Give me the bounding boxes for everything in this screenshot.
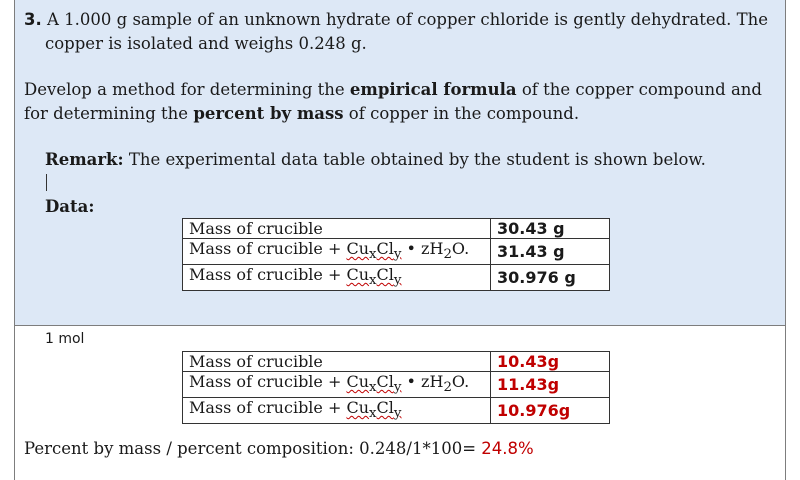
empirical-formula-bold: empirical formula — [349, 80, 517, 99]
row-value: 31.43 g — [491, 239, 610, 265]
question-text-1: A 1.000 g sample of an unknown hydrate of copper chloride is gently dehydrated. The — [47, 10, 769, 29]
table-row — [183, 239, 610, 265]
row-label: Mass of crucible + $Cu_xCl_y$ — [183, 398, 491, 424]
row-label: Mass of crucible + $Cu_xCl_y$ • $zH_2O$. — [183, 239, 491, 265]
table-row — [183, 265, 610, 291]
data-table-1 — [182, 218, 610, 291]
formula-cuxcly: $Cu_xCl_y$ — [346, 239, 402, 263]
percent-value: 24.8% — [481, 439, 534, 458]
row-label: Mass of crucible — [183, 219, 491, 239]
table-row — [183, 398, 610, 424]
develop-line — [24, 80, 762, 100]
for-text-a: for determining the — [24, 104, 194, 123]
row-label: Mass of crucible + $Cu_xCl_y$ • $zH_2O$. — [183, 372, 491, 398]
for-text-c: of copper in the compound. — [343, 104, 580, 123]
table-row — [183, 352, 610, 372]
remark-label: Remark: — [45, 150, 124, 169]
row-value: 11.43g — [491, 372, 610, 398]
row-value: 10.976g — [491, 398, 610, 424]
question-line-2: copper is isolated and weighs 0.248 g. — [45, 34, 367, 53]
question-line-1 — [24, 10, 768, 30]
for-line — [24, 104, 579, 124]
develop-text-c: of the copper compound and — [516, 80, 762, 99]
percent-line — [24, 439, 534, 459]
text-cursor — [46, 174, 47, 191]
develop-text-a: Develop a method for determining the — [24, 80, 350, 99]
percent-text: Percent by mass / percent composition: 0.248/1*100= — [24, 439, 482, 458]
row-label: Mass of crucible + $Cu_xCl_y$ — [183, 265, 491, 291]
data-label: Data: — [45, 197, 95, 216]
remark-line — [45, 150, 706, 170]
row-label: Mass of crucible — [183, 352, 491, 372]
formula-cuxcly: $Cu_xCl_y$ — [346, 398, 402, 422]
row-value: 10.43g — [491, 352, 610, 372]
formula-cuxcly: $Cu_xCl_y$ — [346, 372, 402, 396]
row-value: 30.43 g — [491, 219, 610, 239]
remark-text: The experimental data table obtained by the student is shown below. — [123, 150, 706, 169]
data-table-2 — [182, 351, 610, 424]
row-value: 30.976 g — [491, 265, 610, 291]
table-row — [183, 372, 610, 398]
percent-by-mass-bold: percent by mass — [193, 104, 344, 123]
table-row — [183, 219, 610, 239]
mol-note: 1 mol — [45, 331, 85, 347]
question-number: 3. — [24, 10, 42, 29]
formula-cuxcly: $Cu_xCl_y$ — [346, 265, 402, 289]
